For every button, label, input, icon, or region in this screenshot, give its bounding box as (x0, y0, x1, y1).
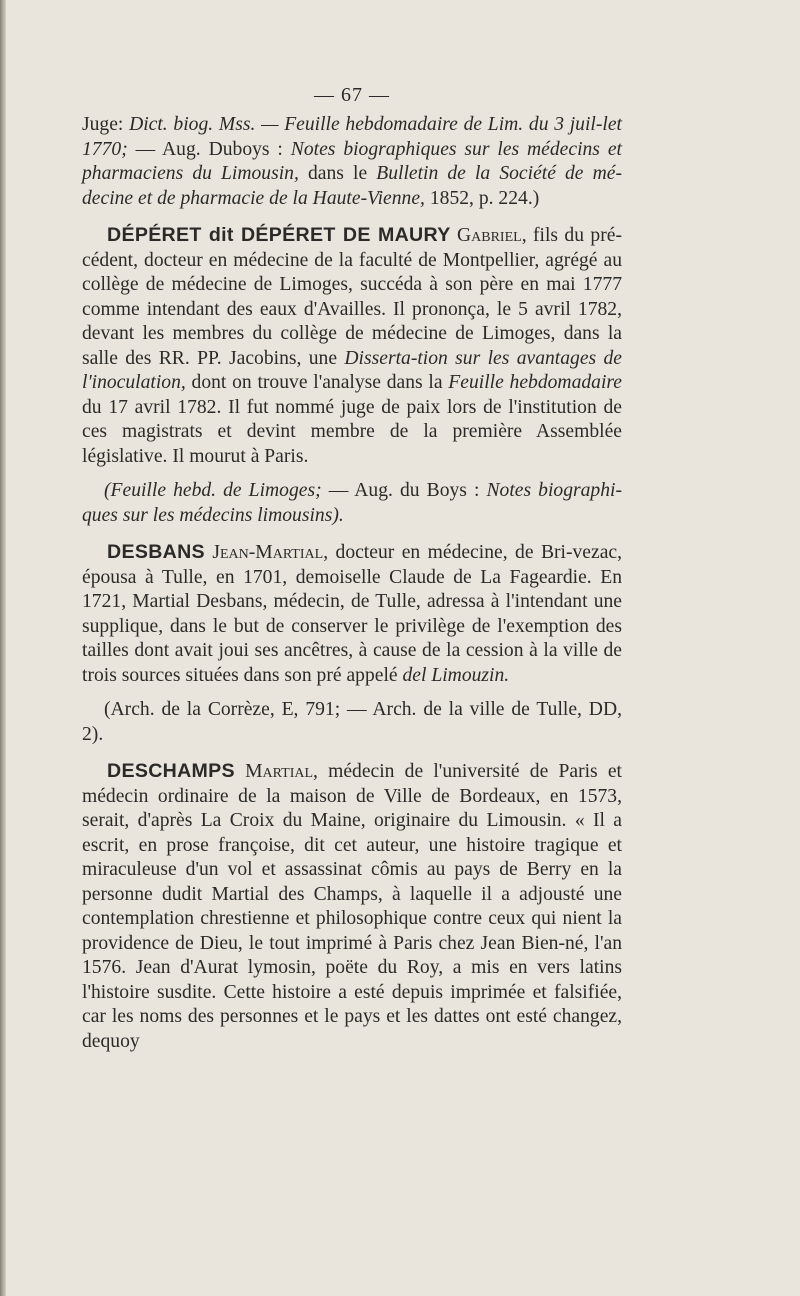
entry-italic: Feuille hebdomadaire (448, 372, 622, 393)
entry-desbans (82, 540, 622, 688)
ref-italic: Notes biographiques sur les médecins et pharmaciens du Limousin, (82, 138, 622, 184)
entry-desbans-sources: (Arch. de la Corrèze, E, 791; — Arch. de la ville de Tulle, DD, 2). (82, 699, 622, 745)
entry-text: , médecin de l'université de Paris et médecin ordinaire de la maison de Ville de Bordeaux, en 1573, serait, d'après La Croix du Maine, originaire du Limousin. « Il a escrit, en prose françoise, dit cet auteur, une histoire tragique et miraculeuse d'un vol et assassinat cômis au pays de Berry en la personne dudit Martial des Champs, à laquelle il a adjousté une contemplation chrestienne et philosophique contre ceux qui nient la providence de Dieu, le tout imprimé à Paris chez Jean Bien-né, l'an 1576. Jean d'Aurat lymosin, poëte du Roy, a mis en vers latins l'histoire susdite. Cette histoire a esté depuis imprimée et falsifiée, car les noms des personnes et le pays et les dattes ont esté changez, dequoy (82, 761, 622, 1052)
entry-italic: del Limouzin. (402, 664, 510, 686)
source-italic: (Feuille hebd. de Limoges; (104, 480, 322, 501)
source-italic: Notes biographi-ques sur les médecins limousins). (82, 480, 622, 526)
page-edge (0, 0, 6, 1296)
entry-text: dont on trouve l'analyse dans la (185, 372, 449, 393)
entry-heading: DÉPÉRET dit DÉPÉRET DE MAURY (107, 224, 451, 246)
ref-italic: Dict. biog. Mss. — Feuille hebdomadaire de Lim. du 3 juil-let 1770; (82, 114, 622, 160)
ref-text: Juge: (82, 114, 130, 135)
entry-deschamps (82, 759, 622, 1054)
entry-firstname: Gabriel (456, 225, 522, 246)
source-text: — Aug. du Boys : (321, 480, 487, 501)
ref-italic: Bulletin de la Société de mé-decine et de pharmacie de la Haute-Vienne, (82, 163, 622, 209)
reference-paragraph (82, 113, 622, 211)
entry-text: du 17 avril 1782. Il fut nommé juge de paix lors de l'institution de ces magistrats et devint membre de la première Assemblée législative. Il mourut à Paris. (82, 396, 622, 467)
entry-deperet (82, 223, 622, 469)
entry-deperet-sources (82, 479, 622, 528)
entry-italic: Disserta-tion sur les avantages de l'inoculation, (82, 347, 623, 393)
entry-text: , docteur en médecine, de Bri-vezac, épousa à Tulle, en 1701, demoiselle Claude de La Fageardie. En 1721, Martial Desbans, médecin, de Tulle, adressa à l'intendant une supplique, dans le but de conserver le privilège de l'exemption des tailles dont avait joui ses ancêtres, à cause de la cession à la ville de trois sources situées dans son pré appelé (82, 542, 622, 686)
ref-text: — Aug. Duboys : (127, 138, 291, 160)
document-page (82, 84, 622, 1054)
entry-heading: DESCHAMPS (107, 760, 235, 782)
entry-firstname: Martial (245, 761, 314, 782)
page-number: — 67 — (314, 84, 390, 106)
entry-firstname: Jean-Martial (212, 542, 324, 563)
ref-text: dans le (298, 163, 377, 184)
entry-text: , fils du pré-cédent, docteur en médecine de la faculté de Montpellier, agrégé au collège de médecine de Limoges, succéda à son père en mai 1777 comme intendant des eaux d'Availles. Il prononça, le 5 avril 1782, devant les membres du collège de médecine de Limoges, dans la salle des RR. PP. Jacobins, une (82, 225, 622, 369)
ref-text: 1852, p. 224.) (424, 187, 540, 209)
entry-heading: DESBANS (107, 541, 205, 563)
